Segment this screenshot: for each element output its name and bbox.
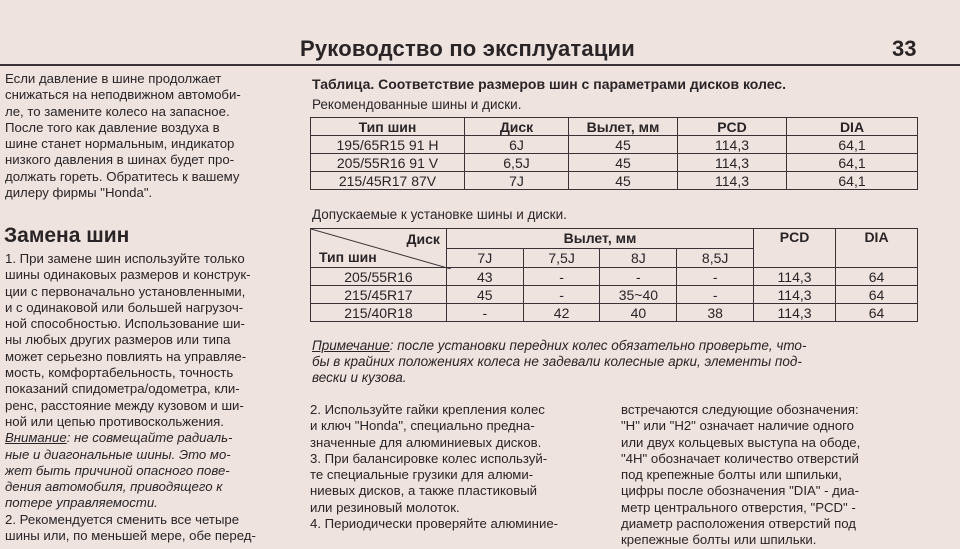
text-line: показаний спидометра/одометра, кли-: [5, 381, 240, 397]
text-line: После того как давление воздуха в: [5, 119, 220, 135]
warning-text: : не совмещайте радиаль-: [66, 430, 233, 446]
table-cell: 195/65R15 91 H: [311, 136, 465, 154]
text-line: может серьезно повлиять на управляе-: [5, 348, 247, 364]
text-line: бы в крайних положениях колеса не задевали колесные арки, элементы под-: [312, 354, 802, 369]
page-title: Руководство по эксплуатации: [300, 36, 636, 61]
header-cell: Диск: [465, 118, 569, 136]
text-line: шине станет нормальным, индикатор: [5, 136, 235, 152]
table-cell: 38: [677, 304, 754, 322]
text-line: мость, комфортабельность, точность: [5, 365, 234, 381]
note-paragraph: [312, 338, 924, 386]
text-line: 1. При замене шин используйте только: [5, 251, 245, 266]
text-line: 4. Периодически проверяйте алюминие-: [310, 516, 559, 532]
recommended-label: Рекомендованные шины и диски.: [312, 97, 522, 112]
table-row: [311, 172, 918, 190]
text-line: ле, то замените колесо на запасное.: [5, 103, 230, 119]
table-cell: 64: [836, 286, 918, 304]
table-cell: 64,1: [787, 136, 918, 154]
note-text: : после установки передних колес обязательно проверьте, что-: [389, 338, 807, 353]
corner-tire-label: Тип шин: [319, 249, 377, 265]
text-line: метр центрального отверстия, "PCD" -: [621, 499, 856, 515]
text-line: низкого давления в шинах будет про-: [5, 152, 235, 168]
table-cell: 114,3: [678, 172, 787, 190]
table-header-row: [311, 229, 918, 249]
table-cell: 35~40: [600, 286, 677, 304]
table-cell: 64: [836, 268, 918, 286]
text-line: или двух кольцевых выступа на ободе,: [621, 434, 861, 450]
text-line: ной или цепью противоскольжения.: [5, 413, 224, 429]
note-label: Примечание: [312, 338, 390, 353]
table-row: [311, 154, 918, 172]
text-line: или резиновый молоток.: [310, 499, 460, 515]
table-cell: 64,1: [787, 172, 918, 190]
text-line: жет быть причиной опасного пове-: [5, 462, 230, 478]
table-cell: 205/55R16 91 V: [311, 154, 465, 172]
warning-label: Внимание: [5, 430, 67, 446]
header-cell: PCD: [678, 118, 787, 136]
text-line: Если давление в шине продолжает: [5, 71, 222, 86]
table-cell: 114,3: [678, 154, 787, 172]
offset-header: Вылет, мм: [446, 229, 753, 249]
table-cell: -: [523, 268, 600, 286]
table-cell: 114,3: [754, 268, 836, 286]
table-cell: 6,5J: [465, 154, 569, 172]
text-line: ные и диагональные шины. Это мо-: [5, 446, 231, 462]
table-cell: -: [600, 268, 677, 286]
table-row: [311, 268, 918, 286]
table-cell: 114,3: [754, 304, 836, 322]
text-line: ны любых других размеров или типа: [5, 332, 231, 348]
middle-column: [310, 402, 558, 532]
text-line: [5, 430, 256, 446]
table-cell: 43: [446, 268, 523, 286]
header-cell: Вылет, мм: [569, 118, 678, 136]
table-cell: 45: [569, 172, 678, 190]
text-line: диаметр расположения отверстий под: [621, 516, 857, 532]
table-cell: 215/45R17 87V: [311, 172, 465, 190]
text-line: дения автомобиля, приводящего к: [5, 479, 223, 495]
table-cell: 40: [600, 304, 677, 322]
text-line: крепежные болты или шпильки.: [621, 532, 817, 548]
text-line: ниевых дисков, а также пластиковый: [310, 483, 538, 499]
item1-paragraph: [5, 251, 256, 544]
header-cell: Тип шин: [311, 118, 465, 136]
table-row: [311, 136, 918, 154]
table-cell: 64,1: [787, 154, 918, 172]
disk-size-cell: 8,5J: [677, 248, 754, 268]
text-line: и ключ "Honda", специально предна-: [310, 418, 535, 434]
table-row: [311, 286, 918, 304]
table-cell: 42: [523, 304, 600, 322]
table-cell: 215/40R18: [311, 304, 447, 322]
page-number: 33: [892, 36, 917, 61]
table-cell: 45: [569, 136, 678, 154]
text-line: цифры после обозначения "DIA" - диа-: [621, 483, 859, 499]
corner-disk-label: Диск: [406, 231, 440, 247]
table-row: [311, 304, 918, 322]
table-cell: 114,3: [754, 286, 836, 304]
intro-paragraph: [5, 71, 241, 201]
table-cell: 45: [569, 154, 678, 172]
table-cell: -: [523, 286, 600, 304]
text-line: под крепежные болты или шпильки,: [621, 467, 842, 483]
disk-size-cell: 8J: [600, 248, 677, 268]
dia-header: DIA: [836, 229, 918, 268]
header-cell: DIA: [787, 118, 918, 136]
table-cell: 64: [836, 304, 918, 322]
disk-size-cell: 7,5J: [523, 248, 600, 268]
text-line: встречаются следующие обозначения:: [621, 402, 859, 417]
table-cell: 205/55R16: [311, 268, 447, 286]
allowed-label: Допускаемые к установке шины и диски.: [312, 207, 567, 222]
text-line: 2. Используйте гайки крепления колес: [310, 402, 545, 417]
header-rule: [0, 64, 960, 66]
table-cell: -: [677, 268, 754, 286]
text-line: ной способностью. Использование ши-: [5, 316, 245, 332]
text-line: шины или, по меньшей мере, обе перед-: [5, 528, 256, 544]
warning-paragraph: [5, 430, 256, 511]
text-line: ренс, расстояние между кузовом и ши-: [5, 397, 244, 413]
text-line: должать гореть. Обратитесь к вашему: [5, 168, 240, 184]
text-line: "H" или "H2" означает наличие одного: [621, 418, 855, 434]
text-line: дилеру фирмы "Honda".: [5, 185, 153, 201]
table-cell: 45: [446, 286, 523, 304]
table-cell: -: [446, 304, 523, 322]
text-line: ции с первоначально установленными,: [5, 283, 246, 299]
text-line: значенные для алюминиевых дисков.: [310, 434, 542, 450]
pcd-header: PCD: [754, 229, 836, 268]
corner-cell: [311, 229, 447, 268]
table-cell: 6J: [465, 136, 569, 154]
right-column: [621, 402, 860, 549]
text-line: шины одинаковых размеров и конструк-: [5, 267, 251, 283]
disk-size-cell: 7J: [446, 248, 523, 268]
table-caption: Таблица. Соответствие размеров шин с параметрами дисков колес.: [312, 76, 786, 92]
text-line: "4H" обозначает количество отверстий: [621, 450, 859, 466]
allowed-table: [310, 228, 918, 322]
table-header-row: [311, 118, 918, 136]
table-cell: 114,3: [678, 136, 787, 154]
text-line: потере управляемости.: [5, 495, 158, 511]
table-cell: 215/45R17: [311, 286, 447, 304]
text-line: снижаться на неподвижном автомоби-: [5, 87, 241, 103]
text-line: 3. При балансировке колес используй-: [310, 450, 548, 466]
text-line: и с одинаковой или большей нагрузоч-: [5, 299, 244, 315]
section-heading: Замена шин: [4, 224, 130, 247]
table-cell: -: [677, 286, 754, 304]
text-line: [312, 338, 924, 354]
text-line: те специальные грузики для алюми-: [310, 467, 534, 483]
table-cell: 7J: [465, 172, 569, 190]
recommended-table: [310, 117, 918, 190]
text-line: вески и кузова.: [312, 370, 407, 385]
text-line: 2. Рекомендуется сменить все четыре: [5, 511, 240, 527]
